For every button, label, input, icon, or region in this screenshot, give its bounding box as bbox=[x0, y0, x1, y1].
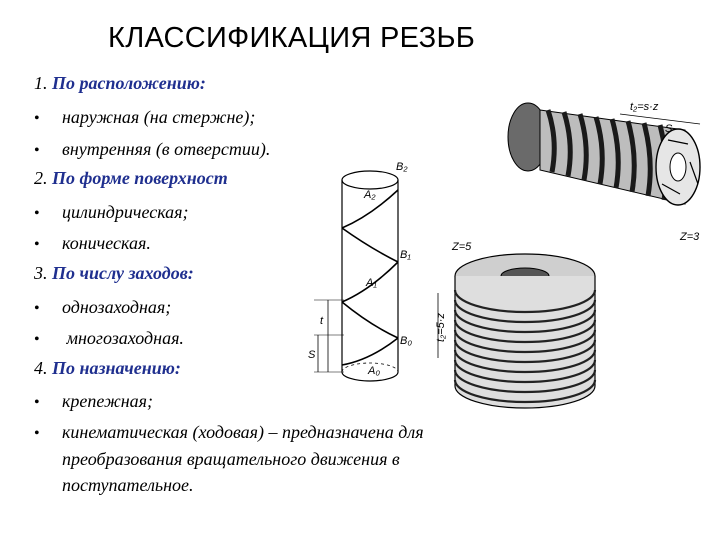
list-item-text: однозаходная; bbox=[62, 297, 172, 317]
section-1-heading bbox=[34, 72, 206, 94]
list-item-text: многозаходная. bbox=[62, 328, 184, 348]
list-item-text: цилиндрическая; bbox=[62, 202, 189, 222]
list-item bbox=[34, 327, 184, 351]
bullet-icon: • bbox=[34, 331, 40, 348]
bullet-icon: • bbox=[34, 300, 40, 317]
label-nut-z: Z=5 bbox=[452, 241, 472, 253]
list-item bbox=[34, 201, 189, 225]
list-item bbox=[34, 390, 153, 414]
label-s: S bbox=[308, 349, 316, 361]
threaded-shaft-figure bbox=[500, 92, 710, 252]
bullet-icon: • bbox=[34, 110, 40, 127]
section-title: По назначению: bbox=[52, 358, 181, 378]
label-b1: B₁ bbox=[400, 249, 411, 261]
label-worm-z: Z=3 bbox=[680, 231, 700, 243]
label-a1: A₁ bbox=[366, 277, 377, 289]
list-item bbox=[34, 421, 424, 445]
section-4-heading bbox=[34, 357, 181, 379]
list-item bbox=[34, 296, 171, 320]
list-item-continuation: преобразования вращательного движения в bbox=[62, 449, 400, 469]
list-item bbox=[34, 232, 151, 256]
section-3-heading bbox=[34, 262, 194, 284]
label-b2: B₂ bbox=[396, 161, 408, 173]
bullet-icon: • bbox=[34, 142, 40, 159]
bullet-icon: • bbox=[34, 394, 40, 411]
bullet-icon: • bbox=[34, 425, 40, 442]
list-item-text: коническая. bbox=[62, 233, 151, 253]
label-worm-s: S bbox=[665, 123, 673, 135]
section-number: 4. bbox=[34, 358, 48, 378]
label-a0: A₀ bbox=[368, 365, 380, 377]
threaded-nut-figure bbox=[430, 238, 610, 413]
list-item-continuation: поступательное. bbox=[62, 475, 194, 495]
section-title: По форме поверхност bbox=[52, 168, 228, 188]
list-item bbox=[34, 138, 270, 162]
bullet-icon: • bbox=[34, 236, 40, 253]
section-number: 3. bbox=[34, 263, 48, 283]
label-nut-dim: t₂=5·z bbox=[435, 313, 447, 342]
list-item-text: внутренняя (в отверстии). bbox=[62, 139, 271, 159]
label-a2: A₂ bbox=[364, 189, 376, 201]
list-item-text: крепежная; bbox=[62, 391, 153, 411]
section-number: 2. bbox=[34, 168, 48, 188]
bullet-icon: • bbox=[34, 205, 40, 222]
label-b0: B₀ bbox=[400, 335, 412, 347]
list-item-text: наружная (на стержне); bbox=[62, 107, 256, 127]
section-title: По числу заходов: bbox=[52, 263, 194, 283]
list-item-text: кинематическая (ходовая) – предназначена для bbox=[62, 422, 424, 442]
section-number: 1. bbox=[34, 73, 48, 93]
list-item bbox=[34, 106, 255, 130]
page-title: КЛАССИФИКАЦИЯ РЕЗЬБ bbox=[108, 22, 476, 54]
section-2-heading bbox=[34, 167, 228, 189]
label-worm-pitch: t₂=s·z bbox=[630, 101, 659, 113]
label-t: t bbox=[320, 315, 324, 327]
helix-cylinder-figure bbox=[300, 150, 430, 390]
section-title: По расположению: bbox=[52, 73, 206, 93]
